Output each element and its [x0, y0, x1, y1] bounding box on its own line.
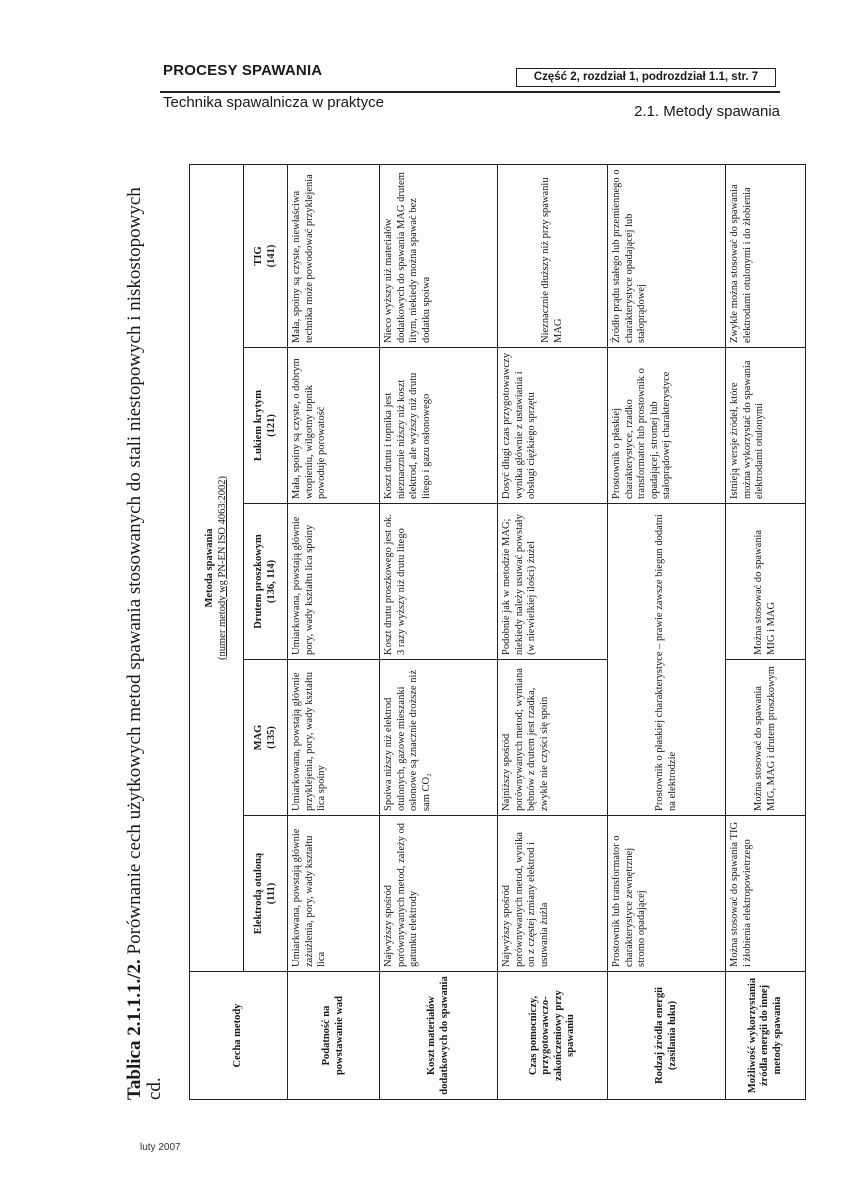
publication-title: PROCESY SPAWANIA	[163, 62, 323, 79]
criterion-cell: Możliwość wykorzystania źródła energii do innej metody spawania	[726, 972, 806, 1100]
cell-136: Podobnie jak w metodzie MAG; niekiedy należy usuwać powstały (w niewielkiej ilości) żużel	[498, 504, 608, 660]
cell-135: Najniższy spośród porównywanych metod; wymiana bębnów z drutem jest rzadka, zwykle nie czyści się spoin	[498, 660, 608, 816]
header-method-group	[190, 164, 244, 971]
table-row	[498, 164, 608, 1099]
footer-date: luty 2007	[140, 1142, 181, 1153]
cell-111: Najwyższy spośród porównywanych metod, wynika on z częstej zmiany elektrod i usuwania żużla	[498, 816, 608, 972]
col-header-111: Elektrodą otuloną (111)	[244, 816, 288, 972]
cell-141: Nieco wyższy niż materiałów dodatkowych do spawania MAG drutem litym, niekiedy można spawać bez dodatku spoiwa	[380, 164, 498, 347]
cell-135: Spoiwa niższy niż elektrod otulonych, gazowe mieszanki osłonowe są znacznie droższe niż sam CO₂	[380, 660, 498, 816]
cell-111: Można stosować do spawania TIG i żłobienia elektropowietrzego	[726, 816, 806, 972]
table-row	[288, 164, 380, 1099]
group-title: Metoda spawania	[204, 528, 215, 608]
cell-141: Mała, spoiny są czyste, niewłaściwa technika może powodować przyklejenia	[288, 164, 380, 347]
criterion-cell: Podatność na powstawanie wad	[288, 972, 380, 1100]
col-header-121: Łukiem krytym (121)	[244, 348, 288, 504]
cell-121: Prostownik o płaskiej charakterystyce, rzadko transformator lub prostownik o opadającej, stromej lub stałoprądowej charakterystyce	[608, 348, 726, 504]
table-number: Tablica 2.1.1.1./2.	[124, 959, 145, 1100]
cell-141: Źródło prądu stałego lub przemiennego o charakterystyce opadającej lub stałoprądowej	[608, 164, 726, 347]
chapter-reference: Część 2, rozdział 1, podrozdział 1.1, str. 7	[516, 68, 776, 87]
criterion-cell: Czas pomocniczy, przygotowawczo-zakończeniowy przy spawaniu	[498, 972, 608, 1100]
header-corner: Cecha metody	[190, 972, 288, 1100]
table-row	[726, 164, 806, 1099]
cell-111: Umiarkowana, powstają głównie zażużlenia, pory, wady kształtu lica	[288, 816, 380, 972]
cell-135: Umiarkowana, powstają głównie przyklejenia, pory, wady kształtu lica spoiny	[288, 660, 380, 816]
cell-136: Umiarkowana, powstają głównie pory, wady kształtu lica spoiny	[288, 504, 380, 660]
col-header-135: MAG (135)	[244, 660, 288, 816]
criterion-cell: Rodzaj źródła energii (zasilania łuku)	[608, 972, 726, 1100]
cell-136: Koszt drutu proszkowego jest ok. 3 razy wyższy niż drutu litego	[380, 504, 498, 660]
header-rule	[160, 91, 780, 93]
cell-141: Zwykle można stosować do spawania elektrodami otulonymi i do żłobienia	[726, 164, 806, 347]
cell-121: Dosyć długi czas przygotowawczy wynika głównie z ustawiania i obsługi ciężkiego sprzętu	[498, 348, 608, 504]
table-row	[608, 164, 726, 1099]
col-header-141: TIG (141)	[244, 164, 288, 347]
cell-111: Najwyższy spośród porównywanych metod, zależy od gatunku elektrody	[380, 816, 498, 972]
cell-135: Można stosować do spawania MIG, MAG i drutem proszkowym	[726, 660, 806, 816]
col-header-136-114: Drutem proszkowym (136, 114)	[244, 504, 288, 660]
cell-121: Koszt drutu i topnika jest nieznacznie niższy niż koszt elektrod, ale wyższy niż drutu litego i gazu osłonowego	[380, 348, 498, 504]
cell-121: Mała, spoiny są czyste, o dobrym wtopieniu, wilgotny topnik powoduje porowatość	[288, 348, 380, 504]
publication-subtitle: Technika spawalnicza w praktyce	[163, 94, 384, 111]
group-subtitle: (numer metody wg PN-EN ISO 4063:2002)	[216, 475, 228, 660]
section-title: 2.1. Metody spawania	[634, 103, 780, 120]
cell-135-136-merged: Prostownik o płaskiej charakterystyce – prawie zawsze biegun dodatni na elektrodzie	[608, 504, 726, 816]
cell-136: Można stosować do spawania MIG i MAG	[726, 504, 806, 660]
rotated-table-area	[124, 160, 783, 1100]
table-row	[380, 164, 498, 1099]
table-caption	[125, 160, 165, 1100]
cell-141: Nieznacznie dłuższy niż przy spawaniu MAG	[498, 164, 608, 347]
comparison-table	[189, 164, 806, 1100]
criterion-cell: Koszt materiałów dodatkowych do spawania	[380, 972, 498, 1100]
cell-121: Istnieją wersje źródeł, które można wykorzystać do spawania elektrodami otulonymi	[726, 348, 806, 504]
cell-111: Prostownik lub transformator o charakterystyce zewnętrznej stromo opadającej	[608, 816, 726, 972]
table-caption-text: Porównanie cech użytkowych metod spawania stosowanych do stali niestopowych i niskostopowych cd.	[124, 187, 165, 1100]
